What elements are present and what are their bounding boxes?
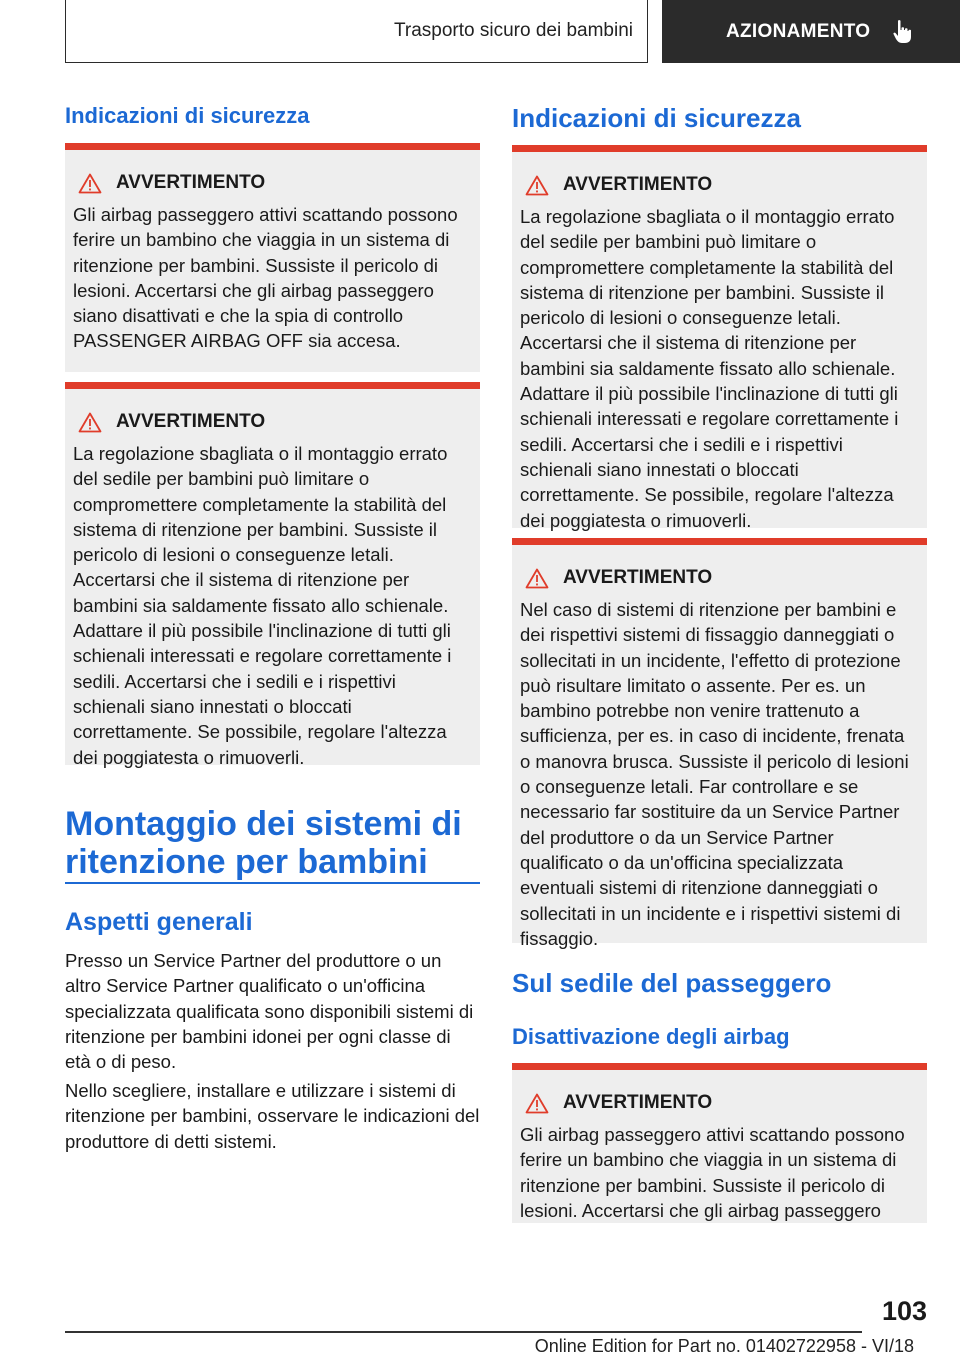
paragraph: Nello scegliere, installare e utilizzare i sistemi di ritenzione per bambini, osservare le indicazioni del produttore di detti sistemi. [65,1080,480,1152]
warning-text: Nel caso di sistemi di ritenzione per bambini e dei rispettivi sistemi di fissaggio danneggiati o sollecitati in un incidente, l'effetto di protezione può risultare limitato o assente. Per es. un bambino potrebbe non venire trattenuto a sufficienza, per es. in caso di incidente, frenata o manovra brusca. Sussiste il pericolo di lesioni o conseguenze letali. Far controllare e se necessario far sostituire da un Service Partner del produttore o da un Service Partner qualificato o da un'officina specializzata eventuali sistemi di ritenzione danneggiati o sollecitati in un incidente e i rispettivi sistemi di fissaggio. [520,599,909,949]
subheading: Disattivazione degli airbag [512,1024,790,1049]
page-number: 103 [881,1296,927,1326]
warning-text: Gli airbag passeggero attivi scattando possono ferire un bambino che viaggia in un sistema di ritenzione per bambini. Sussiste il pericolo di lesioni. Accertarsi che gli airbag passeggero [520,1124,905,1221]
header-section-box [65,0,648,63]
section-divider [65,882,480,884]
warning-title [78,411,472,433]
warning-title-text: AVVERTIMENTO [563,1092,713,1113]
warning-title [525,1092,919,1114]
warning-title [525,174,919,196]
header-chapter-title: AZIONAMENTO [726,20,871,42]
warning-title-text: AVVERTIMENTO [116,411,266,432]
warning-box [512,538,927,949]
warning-text: Gli airbag passeggero attivi scattando possono ferire un bambino che viaggia in un sistema di ritenzione per bambini. Sussiste il pericolo di lesioni. Accertarsi che gli airbag passeggero siano disattivati e che la spia di controllo PASSENGER AIRBAG OFF sia accesa. [73,204,458,352]
header-section-title: Trasporto sicuro dei bambini [393,20,633,41]
pointing-hand-icon [892,19,916,45]
warning-box [65,382,480,768]
warning-title-text: AVVERTIMENTO [116,172,266,193]
warning-title-text: AVVERTIMENTO [563,567,713,588]
warning-box [512,145,927,531]
warning-triangle-icon [78,173,102,194]
warning-triangle-icon [525,1093,549,1114]
header-chapter-box [662,0,960,63]
edition-note: Online Edition for Part no. 01402722958 - VI/18 [534,1336,914,1356]
warning-text: La regolazione sbagliata o il montaggio errato del sedile per bambini può limitare o compromettere completamente la stabilità del sistema di ritenzione per bambini. Sussiste il pericolo di lesioni o conseguenze letali. Accertarsi che il sistema di ritenzione per bambini sia saldamente fissato allo schienale. Adattare il più possibile l'inclinazione di tutti gli schienali interessati e regolare correttamente i sedili. Accertarsi che i sedili e i rispettivi schienali siano innestati o bloccati correttamente. Se possibile, regolare l'altezza dei poggiatesta o rimuoverli. [73,443,452,768]
footer-divider [65,1331,862,1333]
warning-title-text: AVVERTIMENTO [563,174,713,195]
warning-box [512,1063,927,1223]
subheading: Aspetti generali [65,908,253,936]
warning-title [78,172,472,194]
paragraph: Presso un Service Partner del produttore o un altro Service Partner qualificato o un'officina specializzata qualificata sono disponibili sistemi di ritenzione per bambini idonei per ogni classe di età o di peso. [65,950,474,1073]
warning-box [65,143,480,372]
section-title: Sul sedile del passeggero [512,968,832,998]
warning-text: La regolazione sbagliata o il montaggio errato del sedile per bambini può limitare o compromettere completamente la stabilità del sistema di ritenzione per bambini. Sussiste il pericolo di lesioni o conseguenze letali. Accertarsi che il sistema di ritenzione per bambini sia saldamente fissato allo schienale. Adattare il più possibile l'inclinazione di tutti gli schienali interessati e regolare correttamente i sedili. Accertarsi che i sedili e i rispettivi schienali siano innestati o bloccati correttamente. Se possibile, regolare l'altezza dei poggiatesta o rimuoverli. [520,206,899,531]
left-heading: Indicazioni di sicurezza [65,103,310,128]
warning-triangle-icon [78,412,102,433]
warning-triangle-icon [525,568,549,589]
right-heading: Indicazioni di sicurezza [512,103,801,133]
warning-triangle-icon [525,175,549,196]
warning-title [525,567,919,589]
section-title: Montaggio dei sistemi di ritenzione per bambini [65,805,462,881]
